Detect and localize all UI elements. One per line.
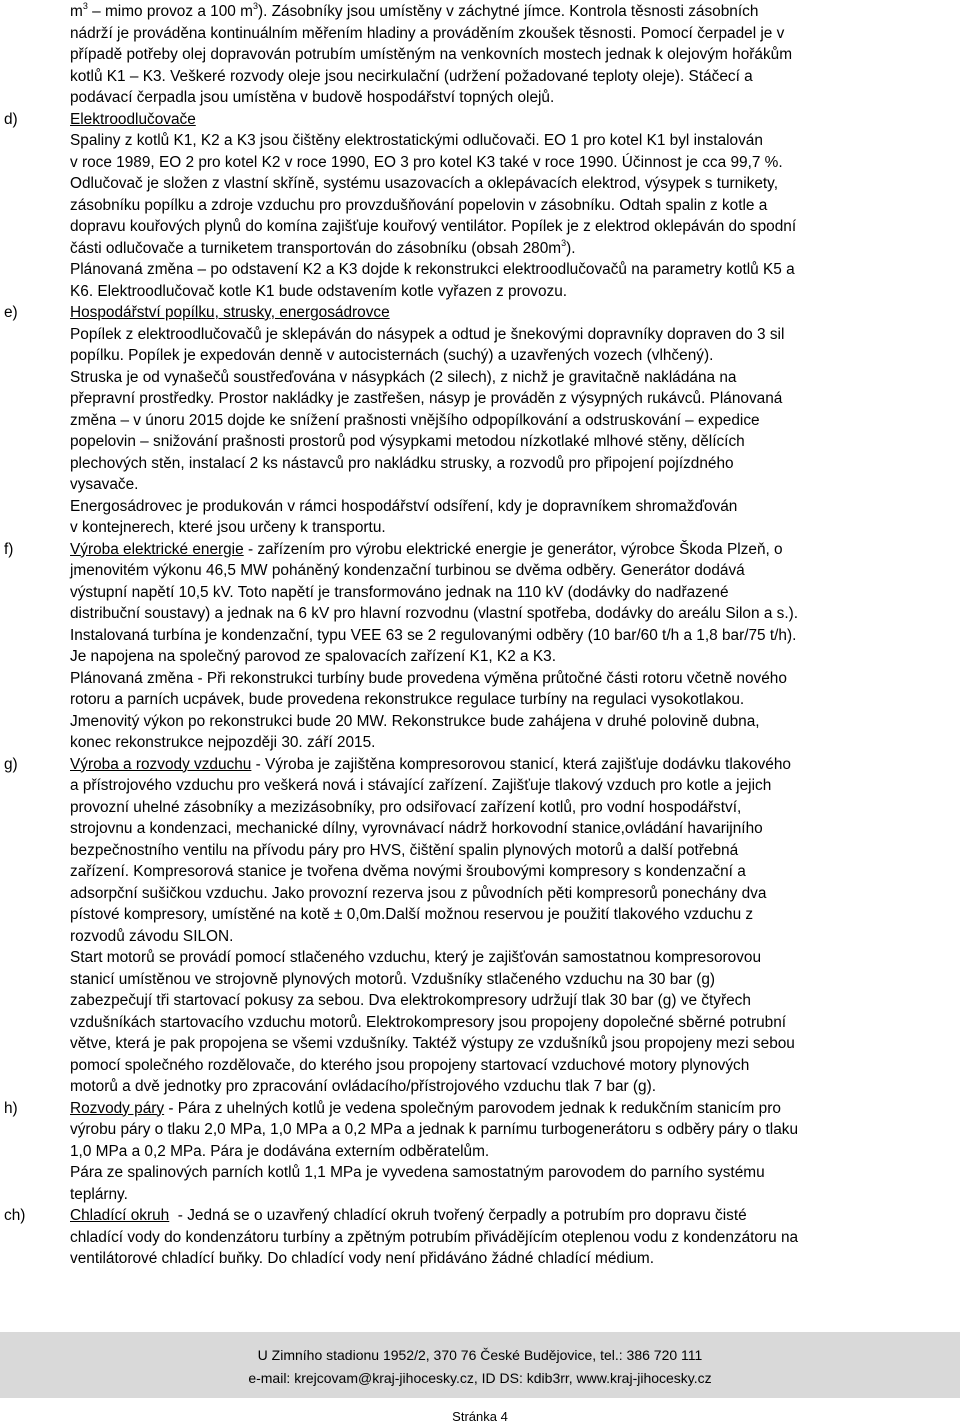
line-text <box>70 754 791 776</box>
line-text: rozvodů závodu SILON. <box>70 927 234 945</box>
line-text: výrobu páry o tlaku 2,0 MPa, 1,0 MPa a 0,2 MPa a jednak k parnímu turbogenerátoru s odběry páry o tlaku <box>70 1121 799 1138</box>
section-label: ch) <box>4 1207 26 1224</box>
text-fragment: - zařízením pro výrobu elektrické energie je generátor, výrobce Škoda Plzeň, o <box>243 540 783 558</box>
page-footer <box>0 1332 960 1398</box>
text-line <box>0 195 960 217</box>
text-line <box>0 1141 960 1163</box>
text-line <box>0 87 960 109</box>
line-text: Pára ze spalinových parních kotlů 1,1 MPa je vyvedena samostatným parovodem do parního systému <box>70 1164 765 1181</box>
text-fragment: ). Zásobníky jsou umístěny v záchytné jímce. Kontrola těsnosti zásobních <box>257 3 759 20</box>
text-line <box>0 883 960 905</box>
footer-contact: e-mail: krejcovam@kraj-jihocesky.cz, ID DS: kdib3rr, www.kraj-jihocesky.cz <box>248 1370 712 1386</box>
text-line <box>0 1248 960 1270</box>
text-line <box>0 410 960 432</box>
section-ch-heading-line <box>0 1205 960 1227</box>
line-text <box>70 238 576 260</box>
section-label: f) <box>4 540 14 558</box>
line-text: zařízení. Kompresorová stanice je tvořena dvěma novými šroubovými kompresory s kondenzační a <box>70 863 746 880</box>
line-text: v kontejnerech, které jsou určeny k transportu. <box>70 519 386 536</box>
line-text <box>70 1205 747 1227</box>
line-text: Je napojena na společný parovod ze spalovacích zařízení K1, K2 a K3. <box>70 648 556 665</box>
section-f-heading-line <box>0 539 960 561</box>
line-text: Spaliny z kotlů K1, K2 a K3 jsou čištěny elektrostatickými odlučovači. EO 1 pro kotel K1 byl instalován <box>70 132 763 149</box>
line-text: distribuční soustavy) a jednak na 6 kV pro hlavní rozvodnu (vlastní spotřeba, dodávky do areálu Silon a s.). <box>70 605 799 622</box>
line-text: jmenovitém výkonu 46,5 MW poháněný kondenzační turbinou se dvěma odběry. Generátor dodává <box>70 562 745 579</box>
text-line <box>0 689 960 711</box>
line-text: zásobníku popílku a zdroje vzduchu pro provzdušňování popelovin v zásobníku. Odtah spalin z kotle a <box>70 196 768 214</box>
line-text: chladící vody do kondenzátoru turbíny a zpětným potrubím přivádějícím oteplenou vodu z kondenzátoru na <box>70 1228 799 1246</box>
line-text: kotlů K1 – K3. Veškeré rozvody oleje jsou necirkulační (udržení požadované teploty oleje). Stáčecí a <box>70 67 753 85</box>
line-text: popílku. Popílek je expedován denně v autocisternách (suchý) a uzavřených vozech (vlhčený). <box>70 347 714 364</box>
line-text: Struska je od vynašečů soustřeďována v násypkách (2 silech), z nichž je gravitačně nakládána na <box>70 368 737 386</box>
text-line <box>0 625 960 647</box>
line-text: zabezpečují tři startovací pokusy za sebou. Dva elektrokompresory udržují tlak 30 bar (g) ve čtyřech <box>70 992 751 1009</box>
superscript: 3 <box>561 237 567 248</box>
text-fragment: části odlučovače a turniketem transportován do zásobníku (obsah 280m <box>70 239 562 257</box>
text-line <box>0 646 960 668</box>
section-heading: Výroba a rozvody vzduchu <box>70 755 252 773</box>
text-line <box>0 926 960 948</box>
text-line <box>0 1119 960 1141</box>
line-text: pístové kompresory, umístěné na kotě ± 0,0m.Další možnou reservou je použití tlakového vzduchu z <box>70 906 754 923</box>
line-text: konec rekonstrukce nejpozději 30. září 2015. <box>70 734 376 751</box>
line-text: pomocí společného rozdělovače, do kterého jsou propojeny startovací vzduchové motory plynových <box>70 1056 750 1074</box>
line-text: případě potřeby olej dopravován potrubím umístěným na venkovních mostech jednak k olejovým hořákům <box>70 46 793 63</box>
text-line <box>0 281 960 303</box>
line-text: rotoru a parních ucpávek, bude provedena rekonstrukce regulace turbíny na regulaci vysokotlakou. <box>70 691 745 708</box>
footer-address: U Zimního stadionu 1952/2, 370 76 České Budějovice, tel.: 386 720 111 <box>257 1347 703 1363</box>
text-fragment: - Výroba je zajištěna kompresorovou stanicí, která zajišťuje dodávku tlakového <box>251 755 791 773</box>
text-line <box>0 1076 960 1098</box>
text-line <box>0 152 960 174</box>
line-text <box>70 1098 781 1120</box>
text-line <box>0 431 960 453</box>
text-line <box>0 1227 960 1249</box>
section-label: d) <box>4 110 18 128</box>
text-line <box>0 474 960 496</box>
section-label: h) <box>4 1099 18 1117</box>
text-line <box>0 732 960 754</box>
text-line <box>0 969 960 991</box>
line-text: Plánovaná změna – po odstavení K2 a K3 dojde k rekonstrukci elektroodlučovačů na parametry kotlů K5 a <box>70 261 795 278</box>
section-heading: Hospodářství popílku, strusky, energosádrovce <box>70 304 390 321</box>
text-line <box>0 797 960 819</box>
text-line <box>0 603 960 625</box>
line-text <box>70 539 783 561</box>
line-text: podávací čerpadla jsou umístěna v budově hospodářství topných olejů. <box>70 89 555 106</box>
line-text: dopravu kouřových plynů do komína zajišťuje kouřový ventilátor. Popílek je z elektrod oklepáván do spodní <box>70 218 797 235</box>
line-text: 1,0 MPa a 0,2 MPa. Pára je dodávána externím odběratelům. <box>70 1142 490 1160</box>
line-text: motorů a dvě jednotky pro zpracování ovládacího/přístrojového vzduchu tlak 7 bar (g). <box>70 1078 657 1095</box>
text-line <box>0 367 960 389</box>
line-text: v roce 1989, EO 2 pro kotel K2 v roce 1990, EO 3 pro kotel K3 také v roce 1990. Účinnost je cca 99,7 %. <box>70 153 783 171</box>
text-line <box>0 861 960 883</box>
section-heading: Výroba elektrické energie <box>70 540 244 558</box>
line-text: Odlučovač je složen z vlastní skříně, systému usazovacích a oklepávacích elektrod, výsypek s turnikety, <box>70 175 778 192</box>
line-text: přepravní prostředky. Prostor nakládky je zastřešen, násyp je prováděn z výsypných rukávců. Plánovaná <box>70 390 783 407</box>
line-text: K6. Elektroodlučovač kotle K1 bude odstavením kotle vyřazen z provozu. <box>70 282 568 300</box>
text-line <box>0 818 960 840</box>
text-line <box>0 324 960 346</box>
line-text: Popílek z elektroodlučovačů je sklepáván do násypek a odtud je šnekovými dopravníky dopraven do 3 sil <box>70 325 785 343</box>
text-line <box>0 1 960 23</box>
text-line <box>0 990 960 1012</box>
line-text: změna – v únoru 2015 dojde ke snížení prašnosti vnějšího odpopílkování a odstruskování – expedice <box>70 411 760 429</box>
section-g-heading-line <box>0 754 960 776</box>
section-d-heading-line <box>0 109 960 131</box>
line-text: Jmenovitý výkon po rekonstrukci bude 20 MW. Rekonstrukce bude zahájena v druhé polovině dubna, <box>70 712 760 730</box>
line-text <box>70 302 390 324</box>
text-line <box>0 1055 960 1077</box>
text-line <box>0 775 960 797</box>
text-fragment: m <box>70 3 83 20</box>
text-line <box>0 1184 960 1206</box>
text-line <box>0 711 960 733</box>
text-line <box>0 496 960 518</box>
text-line <box>0 560 960 582</box>
line-text: výstupní napětí 10,5 kV. Toto napětí je transformováno jednak na 110 kV (dodávky do nadřazené <box>70 583 729 601</box>
text-fragment: - Jedná se o uzavřený chladící okruh tvořený čerpadly a potrubím pro dopravu čisté <box>169 1207 747 1224</box>
text-line <box>0 44 960 66</box>
page-number: Stránka 4 <box>452 1409 508 1424</box>
section-heading: Elektroodlučovače <box>70 110 196 128</box>
text-line <box>0 173 960 195</box>
text-line <box>0 259 960 281</box>
text-line <box>0 582 960 604</box>
line-text: stanicí umístěnou ve strojovně plynových motorů. Vzdušníky stlačeného vzduchu na 30 bar (g) <box>70 970 716 988</box>
line-text <box>70 1 758 23</box>
line-text: vysavače. <box>70 476 139 493</box>
text-line <box>0 345 960 367</box>
section-label: g) <box>4 755 18 773</box>
text-line <box>0 130 960 152</box>
text-line <box>0 840 960 862</box>
superscript: 3 <box>82 1 88 11</box>
section-heading: Chladící okruh <box>70 1207 170 1224</box>
text-line <box>0 238 960 260</box>
text-line <box>0 947 960 969</box>
superscript: 3 <box>252 1 258 11</box>
text-fragment: ). <box>566 239 576 257</box>
line-text: teplárny. <box>70 1185 128 1203</box>
line-text: ventilátorové chladící buňky. Do chladící vody není přidáváno žádné chladící médium. <box>70 1250 655 1267</box>
text-line <box>0 216 960 238</box>
section-e-heading-line <box>0 302 960 324</box>
line-text: Start motorů se provádí pomocí stlačeného vzduchu, který je zajišťován samostatnou kompresorovou <box>70 949 762 966</box>
text-line <box>0 66 960 88</box>
line-text: Energosádrovec je produkován v rámci hospodářství odsíření, kdy je dopravníkem shromažďován <box>70 497 738 515</box>
line-text: nádrží je prováděna kontinuálním měřením hladiny a prováděním zkoušek těsnosti. Pomocí čerpadel je v <box>70 24 785 42</box>
text-line <box>0 453 960 475</box>
line-text: větve, která je pak propojena se všemi vzdušníky. Taktéž výstupy ze vzdušníků jsou propojeny mezi sebou <box>70 1035 795 1052</box>
line-text: a přístrojového vzduchu pro veškerá nová i stávající zařízení. Zajišťuje tlakový vzduch pro kotle a jejich <box>70 777 772 794</box>
line-text: Instalovaná turbína je kondenzační, typu VEE 63 se 2 regulovanými odběry (10 bar/60 t/h a 1,8 bar/75 t/h). <box>70 626 797 644</box>
line-text: Plánovaná změna - Při rekonstrukci turbíny bude provedena výměna průtočné části rotoru včetně nového <box>70 669 787 687</box>
text-line <box>0 668 960 690</box>
text-line <box>0 1012 960 1034</box>
line-text <box>70 109 196 131</box>
text-line <box>0 904 960 926</box>
text-line <box>0 23 960 45</box>
text-line <box>0 1033 960 1055</box>
line-text: plechových stěn, instalací 2 ks nástavců pro nakládku strusky, a rozvodů pro připojení pojízdného <box>70 454 734 472</box>
text-line <box>0 1162 960 1184</box>
line-text: adsorpční sušičkou vzduchu. Jako provozní rezerva jsou z původních pěti kompresorů ponechány dva <box>70 884 767 902</box>
line-text: provozní uhelné zásobníky a mezizásobníky, pro odsiřovací zařízení kotlů, pro vodní hospodářství, <box>70 798 742 816</box>
section-h-heading-line <box>0 1098 960 1120</box>
text-fragment: - Pára z uhelných kotlů je vedena společným parovodem jednak k redukčním stanicím pro <box>164 1099 781 1117</box>
line-text: vzdušníkách startovacího vzduchu motorů. Elektrokompresory jsou propojeny dopolečné sběrné potrubní <box>70 1013 787 1031</box>
line-text: strojovnu a kondenzaci, mechanické dílny, vyrovnávací nádrž horkovodní stanice,ovládání havarijního <box>70 820 763 837</box>
text-fragment: – mimo provoz a 100 m <box>87 3 253 20</box>
text-line <box>0 517 960 539</box>
line-text: bezpečnostního ventilu na přívodu páry pro HVS, čištění spalin plynových motorů a další potřebná <box>70 841 739 859</box>
section-heading: Rozvody páry <box>70 1099 165 1117</box>
line-text: popelovin – snižování prašnosti prostorů pod výsypkami metodou nízkotlaké mlhové stěny, dělících <box>70 433 745 450</box>
text-line <box>0 388 960 410</box>
section-label: e) <box>4 304 18 321</box>
